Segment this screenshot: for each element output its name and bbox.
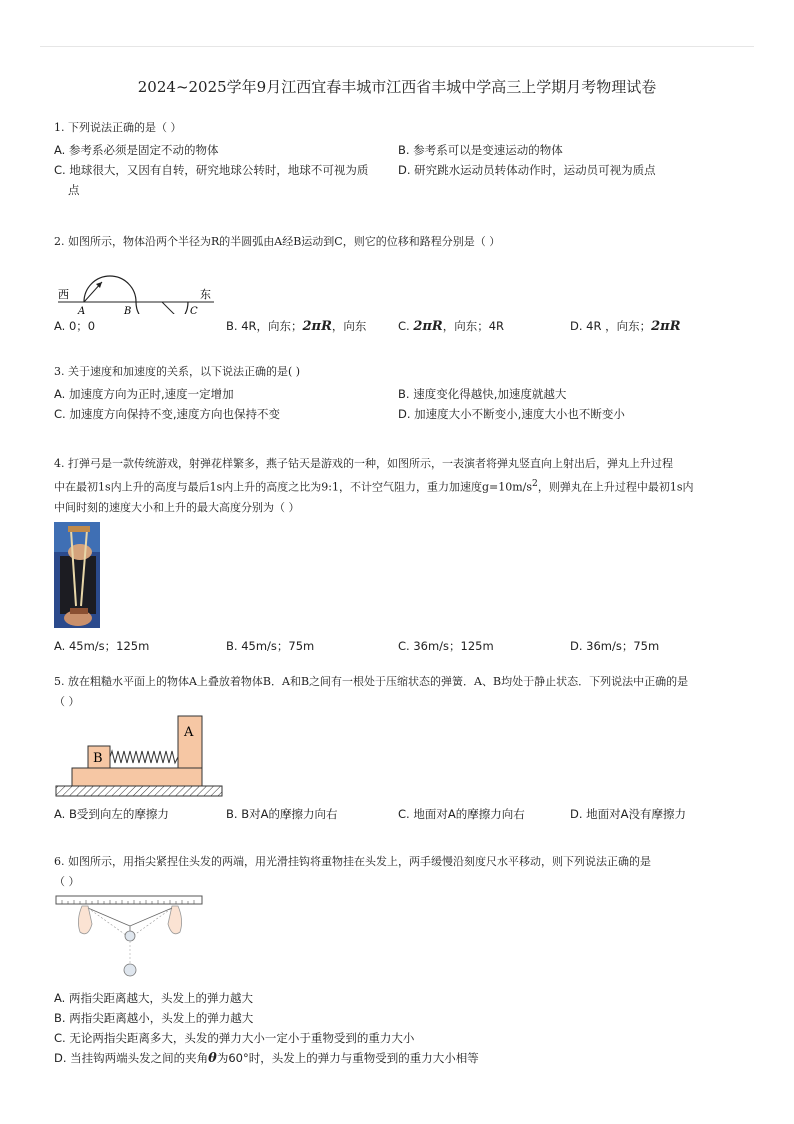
q4-option-b[interactable]: B. 45m/s；75m bbox=[226, 638, 315, 653]
q3-option-d[interactable]: D. 加速度大小不断变小,速度大小也不断变小 bbox=[398, 407, 625, 421]
q2-option-b[interactable] bbox=[226, 316, 398, 337]
q1-option-c-line2: 点 bbox=[68, 183, 80, 197]
semicircle-path-figure bbox=[54, 254, 224, 314]
east-label: 东 bbox=[200, 288, 211, 301]
q1-option-c[interactable] bbox=[54, 160, 398, 200]
q1-option-c-line1: C. 地球很大，又因有自转，研究地球公转时，地球不可视为质 bbox=[54, 163, 369, 177]
question-2 bbox=[54, 232, 744, 337]
q3-option-b[interactable]: B. 速度变化得越快,加速度就越大 bbox=[398, 387, 567, 401]
block-a-label: A bbox=[184, 725, 194, 740]
q4-option-a[interactable]: A. 45m/s；125m bbox=[54, 638, 150, 653]
slingshot-photo bbox=[54, 522, 100, 628]
block-b-label: B bbox=[93, 751, 103, 766]
q6-options bbox=[54, 988, 744, 1069]
q6-option-d-math: θ bbox=[208, 1051, 217, 1066]
q5-option-c[interactable]: C. 地面对A的摩擦力向右 bbox=[398, 807, 525, 821]
top-divider bbox=[40, 46, 754, 47]
west-label: 西 bbox=[58, 288, 69, 301]
q6-option-b[interactable]: B. 两指尖距离越小，头发上的弹力越大 bbox=[54, 1011, 254, 1025]
question-3-stem: 3. 关于速度和加速度的关系，以下说法正确的是( ) bbox=[54, 365, 301, 378]
q5-option-d[interactable]: D. 地面对A没有摩擦力 bbox=[570, 807, 687, 821]
spring-blocks-figure bbox=[54, 712, 226, 802]
q6-option-d[interactable] bbox=[54, 1048, 744, 1069]
question-1 bbox=[54, 118, 744, 200]
question-2-stem: 2. 如图所示，物体沿两个半径为R的半圆弧由A经B运动到C，则它的位移和路程分别是（ ） bbox=[54, 235, 501, 248]
question-4 bbox=[54, 454, 744, 656]
question-4-stem-line2-text: 中在最初1s内上升的高度与最后1s内上升的高度之比为9:1，不计空气阻力，重力加速度g=10m/s bbox=[54, 480, 533, 494]
q1-option-a[interactable]: A. 参考系必须是固定不动的物体 bbox=[54, 143, 219, 157]
question-4-stem-line2-tail: ，则弹丸在上升过程中最初1s内 bbox=[537, 480, 694, 494]
q2-option-c-math: 2πR bbox=[413, 319, 443, 334]
q4-option-c[interactable]: C. 36m/s；125m bbox=[398, 638, 494, 653]
q2-option-d[interactable] bbox=[570, 316, 742, 337]
question-5-stem-line2: （ ） bbox=[54, 695, 80, 708]
q2-option-c[interactable] bbox=[398, 316, 570, 337]
q6-option-c[interactable]: C. 无论两指尖距离多大，头发的弹力大小一定小于重物受到的重力大小 bbox=[54, 1031, 415, 1045]
q6-option-a[interactable]: A. 两指尖距离越大，头发上的弹力越大 bbox=[54, 991, 253, 1005]
question-1-stem: 1. 下列说法正确的是（ ） bbox=[54, 121, 182, 134]
q2-option-d-math: 2πR bbox=[651, 319, 681, 334]
point-a-label: A bbox=[78, 306, 86, 314]
q5-option-b[interactable]: B. B对A的摩擦力向右 bbox=[226, 807, 338, 821]
question-6-stem-line1: 6. 如图所示，用指尖紧捏住头发的两端，用光滑挂钩将重物挂在头发上，两手缓慢沿刻度尺水平移动，则下列说法正确的是 bbox=[54, 855, 651, 868]
question-4-stem-line2 bbox=[54, 474, 744, 498]
question-6 bbox=[54, 852, 744, 1069]
q2-option-b-math: 2πR bbox=[302, 319, 332, 334]
question-4-stem-line1: 4. 打弹弓是一款传统游戏，射弹花样繁多，燕子钻天是游戏的一种，如图所示，一表演者将弹丸竖直向上射出后，弹丸上升过程 bbox=[54, 457, 673, 470]
q3-option-a[interactable]: A. 加速度方向为正时,速度一定增加 bbox=[54, 387, 234, 401]
hair-ruler-figure bbox=[54, 892, 206, 984]
question-5-stem-line1: 5. 放在粗糙水平面上的物体A上叠放着物体B．A和B之间有一根处于压缩状态的弹簧．A、B均处于静止状态．下列说法中正确的是 bbox=[54, 675, 689, 688]
q2-option-a[interactable]: A. 0；0 bbox=[54, 319, 96, 333]
page-title: 2024~2025学年9月江西宜春丰城市江西省丰城中学高三上学期月考物理试卷 bbox=[137, 78, 657, 96]
q6-option-d-tail: 为60°时，头发上的弹力与重物受到的重力大小相等 bbox=[216, 1051, 479, 1065]
question-6-stem-line2: （ ） bbox=[54, 875, 80, 888]
q2-option-b-text: B. 4R，向东； bbox=[226, 319, 303, 333]
q1-option-b[interactable]: B. 参考系可以是变速运动的物体 bbox=[398, 143, 563, 157]
q1-option-d[interactable]: D. 研究跳水运动员转体动作时，运动员可视为质点 bbox=[398, 163, 656, 177]
q2-option-b-tail: ，向东 bbox=[331, 319, 367, 333]
q6-option-d-text: D. 当挂钩两端头发之间的夹角 bbox=[54, 1051, 209, 1065]
question-3 bbox=[54, 362, 744, 424]
q3-option-c[interactable]: C. 加速度方向保持不变,速度方向也保持不变 bbox=[54, 407, 280, 421]
question-4-stem-line3: 中间时刻的速度大小和上升的最大高度分别为（ ） bbox=[54, 500, 300, 514]
q2-option-d-text: D. 4R ，向东； bbox=[570, 319, 652, 333]
question-5 bbox=[54, 672, 744, 824]
q4-option-d[interactable]: D. 36m/s；75m bbox=[570, 638, 660, 653]
q5-option-a[interactable]: A. B受到向左的摩擦力 bbox=[54, 807, 169, 821]
point-c-label: C bbox=[190, 306, 198, 314]
q2-option-c-tail: ，向东；4R bbox=[442, 319, 505, 333]
point-b-label: B bbox=[124, 306, 132, 314]
q2-option-c-text: C. bbox=[398, 319, 414, 333]
exponent: 2 bbox=[532, 478, 538, 489]
